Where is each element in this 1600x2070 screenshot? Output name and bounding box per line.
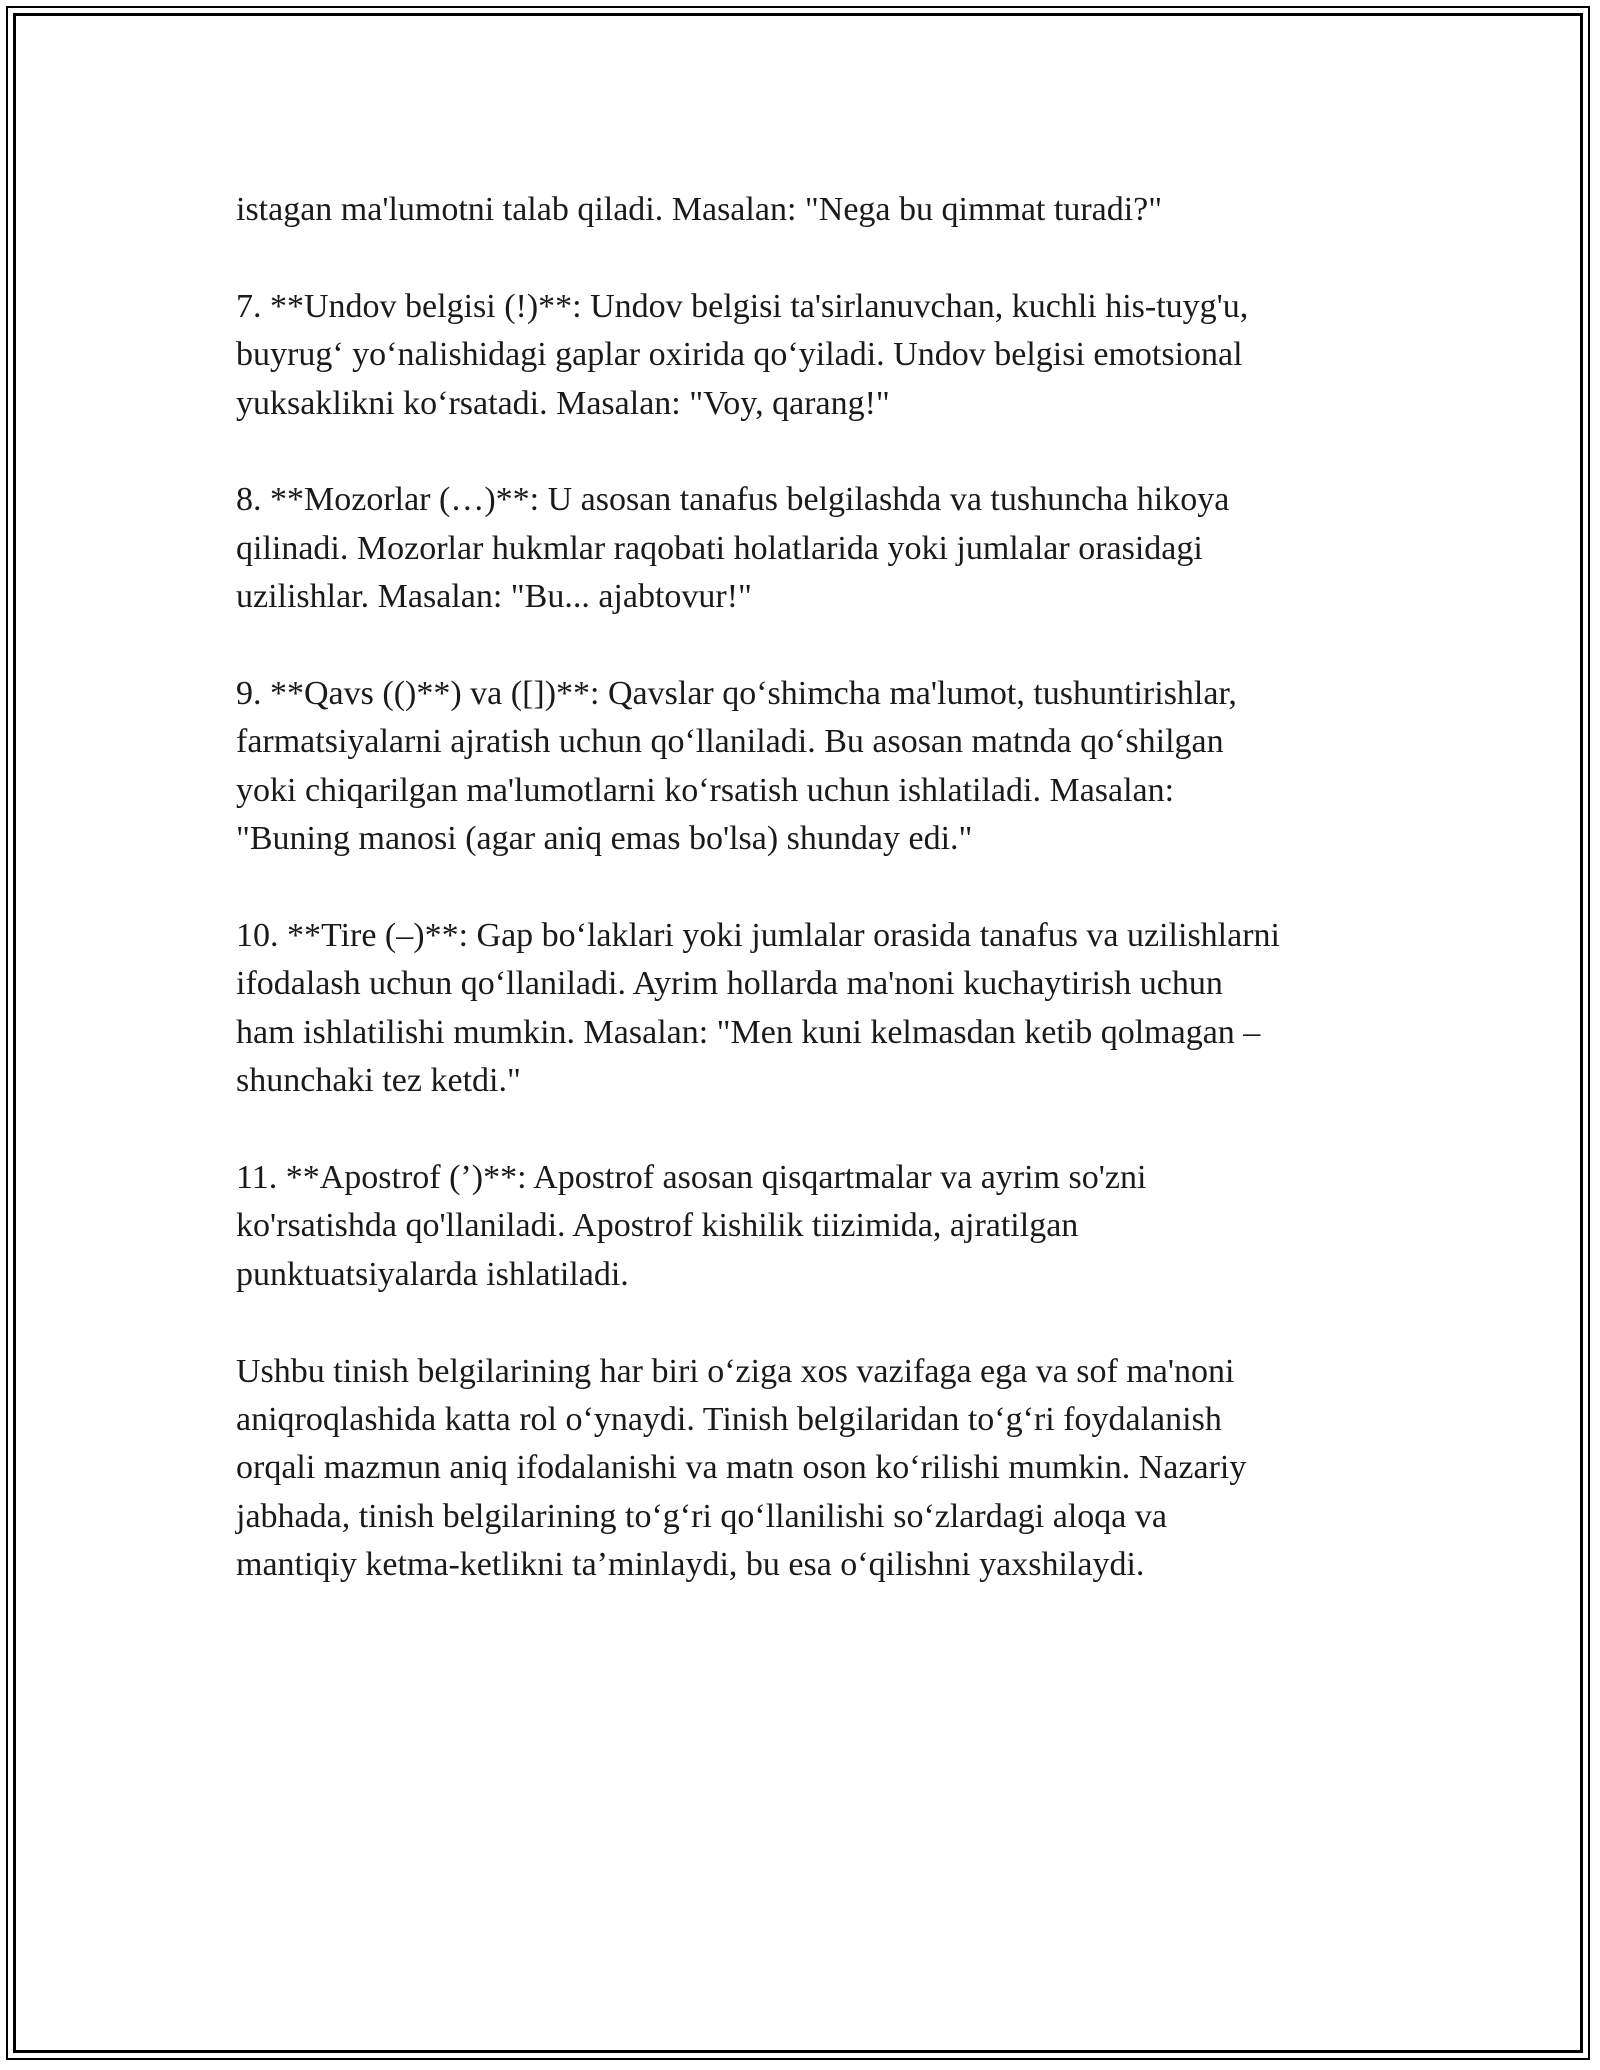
document-body — [236, 186, 1396, 1590]
paragraph-conclusion: Ushbu tinish belgilarining har biri o‘ziga xos vazifaga ega va sof ma'noni aniqroqlashida katta rol o‘ynaydi. Tinish belgilaridan to‘g‘ri foydalanish orqali mazmun aniq ifodalanishi va matn oson ko‘rilishi mumkin. Nazariy jabhada, tinish belgilarining to‘g‘ri qo‘llanilishi so‘zlardagi aloqa va mantiqiy ketma-ketlikni ta’minlaydi, bu esa o‘qilishni yaxshilaydi. — [236, 1352, 1247, 1584]
paragraph-apostrophe: 11. **Apostrof (’)**: Apostrof asosan qisqartmalar va ayrim so'zni ko'rsatishda qo'llaniladi. Apostrof kishilik tiizimida, ajratilgan punktuatsiyalarda ishlatiladi. — [236, 1159, 1147, 1293]
paragraph-ellipsis: 8. **Mozorlar (…)**: U asosan tanafus belgilashda va tushuncha hikoya qilinadi. Mozorlar hukmlar raqobati holatlarida yoki jumlalar orasidagi uzilishlar. Masalan: "Bu... ajabtovur!" — [236, 481, 1230, 616]
paragraph-question-mark-continuation: istagan ma'lumotni talab qiladi. Masalan: "Nega bu qimmat turadi?" — [236, 191, 1163, 228]
paragraph-dash: 10. **Tire (–)**: Gap bo‘laklari yoki jumlalar orasida tanafus va uzilishlarni ifodalash uchun qo‘llaniladi. Ayrim hollarda ma'noni kuchaytirish uchun ham ishlatilishi mumkin. Masalan: "Men kuni kelmasdan ketib qolmagan – shunchaki tez ketdi." — [236, 917, 1280, 1100]
paragraph-exclamation-mark: 7. **Undov belgisi (!)**: Undov belgisi ta'sirlanuvchan, kuchli his-tuyg'u, buyrug‘ yo‘nalishidagi gaplar oxirida qo‘yiladi. Undov belgisi emotsional yuksaklikni ko‘rsatadi. Masalan: "Voy, qarang!" — [236, 287, 1249, 422]
paragraph-brackets: 9. **Qavs (()**) va ([])**: Qavslar qo‘shimcha ma'lumot, tushuntirishlar, farmatsiyalarni ajratish uchun qo‘llaniladi. Bu asosan matnda qo‘shilgan yoki chiqarilgan ma'lumotlarni ko‘rsatish uchun ishlatiladi. Masalan: "Buning manosi (agar aniq emas bo'lsa) shunday edi." — [236, 675, 1237, 858]
